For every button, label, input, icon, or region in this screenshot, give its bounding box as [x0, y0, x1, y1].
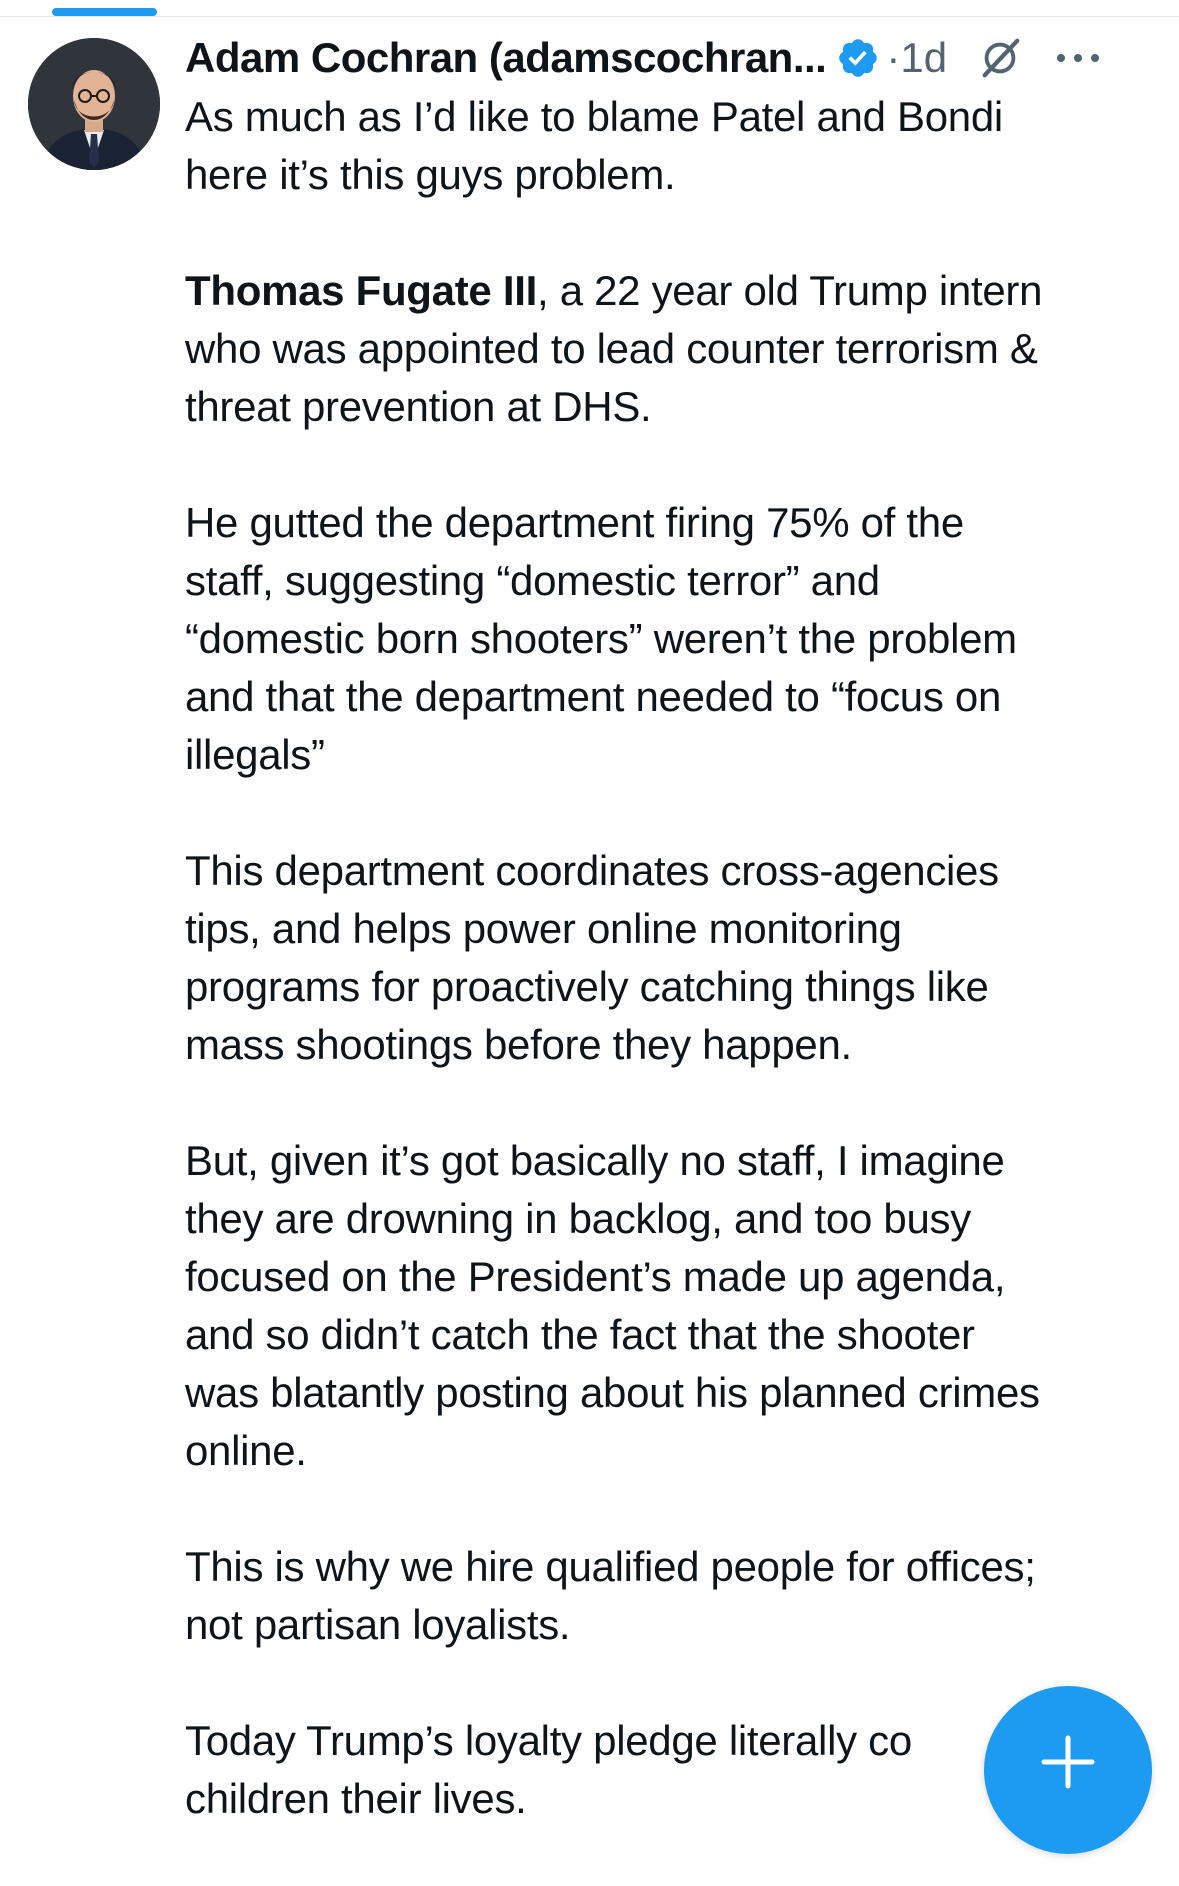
top-divider	[0, 16, 1179, 17]
author-display-name[interactable]: Adam Cochran (adamscochran...	[185, 34, 827, 81]
tweet-paragraph	[185, 842, 1160, 1074]
text-line: illegals”	[185, 731, 325, 778]
text-line: This is why we hire qualified people for offices;	[185, 1543, 1036, 1590]
tweet-time[interactable]	[886, 34, 947, 82]
text-line: they are drowning in backlog, and too busy	[185, 1195, 971, 1242]
text-line: online.	[185, 1427, 307, 1474]
text-line: programs for proactively catching things like	[185, 963, 989, 1010]
text-line: “domestic born shooters” weren’t the problem	[185, 615, 1017, 662]
tweet-header	[185, 30, 1160, 86]
tweet-paragraph	[185, 88, 1160, 204]
text-line: tips, and helps power online monitoring	[185, 905, 902, 952]
text-line: Today Trump’s loyalty pledge literally co	[185, 1717, 912, 1764]
time-separator: ·	[886, 34, 901, 81]
text-line: threat prevention at DHS.	[185, 383, 652, 430]
more-options-icon[interactable]	[1055, 48, 1101, 68]
text-line: and so didn’t catch the fact that the shooter	[185, 1311, 975, 1358]
tweet-paragraph	[185, 494, 1160, 784]
author-avatar[interactable]	[28, 38, 160, 170]
text-line: here it’s this guys problem.	[185, 151, 676, 198]
text-line: who was appointed to lead counter terrorism &	[185, 325, 1038, 372]
text-fragment: , a 22 year old Trump intern	[536, 267, 1043, 314]
text-line: But, given it’s got basically no staff, I imagine	[185, 1137, 1005, 1184]
text-line: staff, suggesting “domestic terror” and	[185, 557, 880, 604]
text-line	[185, 262, 1160, 320]
active-tab-indicator	[52, 8, 157, 16]
text-line: As much as I’d like to blame Patel and Bondi	[185, 93, 1003, 140]
plus-icon	[1038, 1732, 1098, 1792]
tweet-text	[185, 88, 1160, 1886]
text-line: and that the department needed to “focus on	[185, 673, 1002, 720]
time-value: 1d	[900, 34, 948, 81]
text-line: children their lives.	[185, 1775, 527, 1822]
grok-icon[interactable]	[977, 35, 1023, 81]
tweet-paragraph	[185, 1538, 1160, 1654]
text-line: focused on the President’s made up agenda,	[185, 1253, 1006, 1300]
tweet-paragraph	[185, 1132, 1160, 1480]
tweet-paragraph	[185, 262, 1160, 436]
verified-badge-icon	[836, 36, 880, 80]
text-line: mass shootings before they happen.	[185, 1021, 852, 1068]
bold-name: Thomas Fugate III	[185, 267, 537, 314]
text-line: He gutted the department firing 75% of the	[185, 499, 964, 546]
compose-post-button[interactable]	[984, 1686, 1152, 1854]
text-line: This department coordinates cross-agencies	[185, 847, 999, 894]
text-line: not partisan loyalists.	[185, 1601, 571, 1648]
avatar-image	[28, 38, 160, 170]
text-line: was blatantly posting about his planned crimes	[185, 1369, 1040, 1416]
